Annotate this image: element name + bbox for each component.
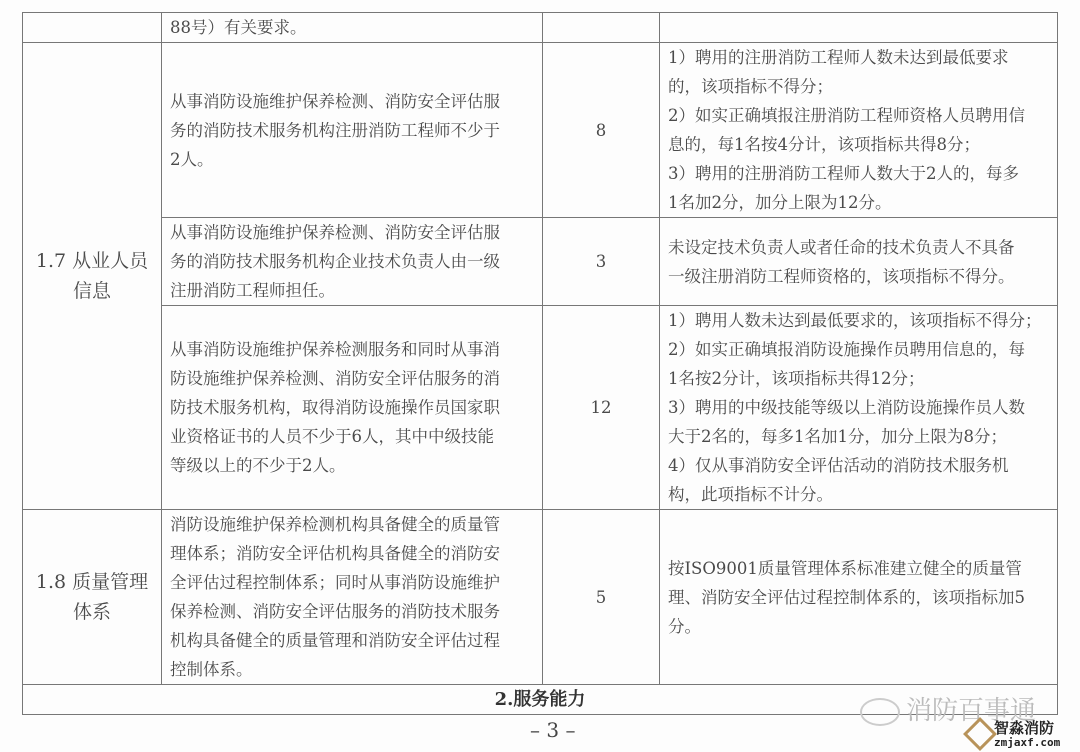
score-cell: 8: [543, 43, 660, 218]
text-line: 1）聘用的注册消防工程师人数未达到最低要求: [668, 48, 1009, 67]
text-line: 2人。: [170, 149, 214, 169]
text-line: 分。: [668, 616, 701, 636]
text-line: 理、消防安全评估过程控制体系的，该项指标加5: [668, 587, 1025, 607]
text-line: 务的消防技术服务机构企业技术负责人由一级: [170, 252, 500, 271]
text-line: 从事消防设施维护保养检测、消防安全评估服: [170, 91, 500, 111]
category-cell: [23, 43, 162, 510]
score-cell: 12: [543, 306, 660, 510]
text-line: 务的消防技术服务机构注册消防工程师不少于: [170, 120, 500, 140]
category-label: 1.7 从业人员: [35, 250, 149, 272]
requirement-cell: [162, 510, 543, 685]
text-line: 从事消防设施维护保养检测、消防安全评估服: [170, 223, 500, 242]
text-line: 1名加2分，加分上限为12分。: [668, 193, 892, 212]
rules-cell: [660, 306, 1058, 510]
text-line: 一级注册消防工程师资格的，该项指标不得分。: [668, 266, 1015, 286]
category-label: 信息: [72, 280, 111, 302]
requirement-cell: [162, 13, 543, 43]
table-row: [23, 510, 1058, 685]
requirement-cell: [162, 218, 543, 306]
requirement-cell: [162, 43, 543, 218]
watermark-text: 消防百事通: [906, 696, 1037, 726]
section-heading: 2.服务能力: [23, 685, 1058, 715]
text-line: 2）如实正确填报注册消防工程师资格人员聘用信: [668, 106, 1025, 125]
text-line: 按ISO9001质量管理体系标准建立健全的质量管: [668, 558, 1022, 578]
table-row: [23, 43, 1058, 218]
text-line: 全评估过程控制体系；同时从事消防设施维护: [170, 573, 500, 592]
text-line: 防技术服务机构，取得消防设施操作员国家职: [170, 398, 500, 417]
text-line: 1）聘用人数未达到最低要求的，该项指标不得分；: [668, 311, 1042, 330]
text-line: 防设施维护保养检测、消防安全评估服务的消: [170, 369, 500, 388]
category-cell: [23, 13, 162, 43]
text-line: 等级以上的不少于2人。: [170, 456, 346, 475]
table-row: [23, 13, 1058, 43]
text-line: 构，此项指标不计分。: [668, 485, 833, 504]
text-line: 控制体系。: [170, 660, 253, 679]
text-line: 消防设施维护保养检测机构具备健全的质量管: [170, 515, 500, 534]
text-line: 注册消防工程师担任。: [170, 281, 335, 300]
requirement-cell: [162, 306, 543, 510]
text-line: 2）如实正确填报消防设施操作员聘用信息的，每: [668, 340, 1025, 359]
category-cell: [23, 510, 162, 685]
text-line: 3）聘用的注册消防工程师人数大于2人的，每多: [668, 164, 1019, 183]
text-line: 大于2名的，每多1名加1分，加分上限为8分；: [668, 427, 1007, 446]
text-line: 息的，每1名按4分计，该项指标共得8分；: [668, 135, 980, 154]
text-line: 业资格证书的人员不少于6人，其中中级技能: [170, 427, 494, 446]
score-cell: [543, 13, 660, 43]
logo-name: 智淼消防: [994, 719, 1055, 737]
wechat-icon: [860, 698, 900, 726]
logo-url: zmjaxf.com: [994, 736, 1061, 749]
page-number: – 3 –: [530, 718, 576, 742]
table-row: [23, 218, 1058, 306]
text-line: 3）聘用的中级技能等级以上消防设施操作员人数: [668, 398, 1025, 417]
rules-cell: [660, 43, 1058, 218]
scoring-table: [22, 12, 1058, 715]
text-line: 的，该项指标不得分；: [668, 77, 833, 96]
rules-cell: [660, 510, 1058, 685]
text-line: 机构具备健全的质量管理和消防安全评估过程: [170, 631, 500, 650]
text-line: 保养检测、消防安全评估服务的消防技术服务: [170, 602, 500, 621]
text-line: 未设定技术负责人或者任命的技术负责人不具备: [668, 237, 1015, 257]
score-cell: 3: [543, 218, 660, 306]
rules-cell: [660, 13, 1058, 43]
text-line: 从事消防设施维护保养检测服务和同时从事消: [170, 340, 500, 359]
score-cell: 5: [543, 510, 660, 685]
text-line: 理体系；消防安全评估机构具备健全的消防安: [170, 544, 500, 563]
text-line: 1名按2分计，该项指标共得12分；: [668, 369, 925, 388]
category-label: 体系: [72, 601, 111, 623]
rules-cell: [660, 218, 1058, 306]
text-line: 88号）有关要求。: [170, 18, 307, 37]
text-line: 4）仅从事消防安全评估活动的消防技术服务机: [668, 456, 1009, 475]
category-label: 1.8 质量管理: [35, 571, 149, 593]
table-row: [23, 306, 1058, 510]
